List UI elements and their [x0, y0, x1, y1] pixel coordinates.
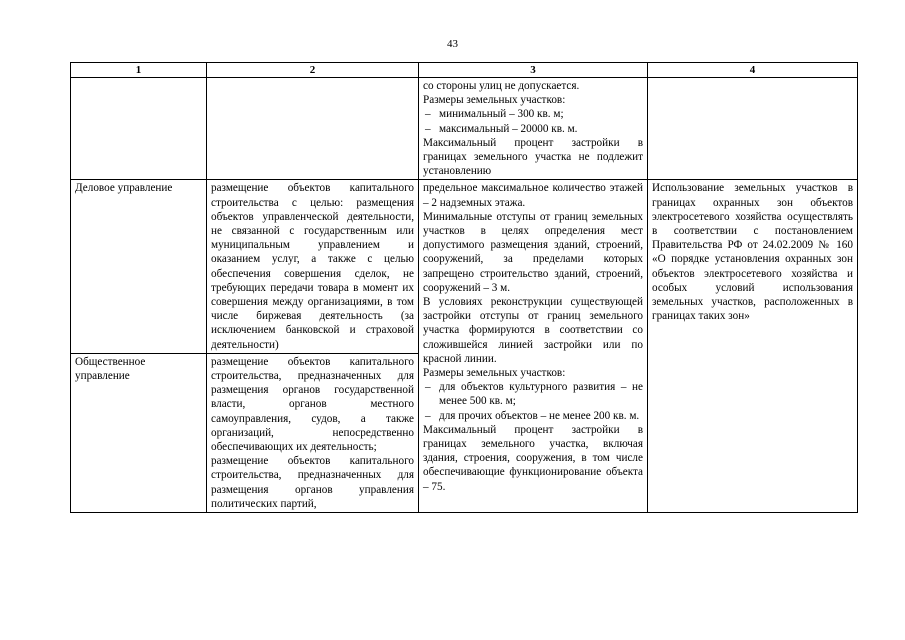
parameters-cell	[419, 180, 648, 513]
size-list	[423, 107, 643, 135]
header-row	[71, 63, 858, 78]
paragraph: Размеры земельных участков:	[423, 367, 566, 380]
paragraph: Размеры земельных участков:	[423, 94, 566, 107]
size-list	[423, 380, 643, 423]
restrictions-cell: Использование земельных участков в границах охранных зон объектов электросетевого хозяйства осуществлять в соответствии с постановлением Правительства РФ от 24.02.2009 № 160 «О порядке установления охранных зон объектов электросетевого хозяйства и особых условий использования земельных участков, расположенных в границах таких зон»	[648, 180, 858, 513]
table-row-business	[71, 180, 858, 353]
list-item: – максимальный – 20000 кв. м.	[423, 122, 643, 136]
paragraph: Максимальный процент застройки в границах земельного участка, включая здания, строения, сооружения, в том числе обеспечивающие функционирование объекта – 75.	[423, 423, 643, 493]
list-item: – для объектов культурного развития – не менее 500 кв. м;	[423, 380, 643, 408]
list-item: – для прочих объектов – не менее 200 кв. м.	[423, 409, 643, 423]
paragraph: предельное максимальное количество этажей – 2 надземных этажа.	[423, 182, 643, 209]
page-number: 43	[447, 38, 458, 50]
zoning-table	[70, 62, 858, 513]
cell-continued-params	[419, 78, 648, 180]
paragraph: Максимальный процент застройки в границах земельного участка не подлежит установлению	[423, 136, 643, 178]
header-cell-3: 3	[419, 63, 648, 78]
cell-empty	[71, 78, 207, 180]
paragraph: размещение объектов капитального строительства, предназначенных для размещения органов государственной власти, органов местного самоуправления, судов, а также организаций, непосредственно обеспечивающих их деятельность;	[211, 355, 414, 454]
use-name-cell: Деловое управление	[71, 180, 207, 353]
use-name-cell: Общественное управление	[71, 353, 207, 512]
cell-empty	[648, 78, 858, 180]
header-cell-1: 1	[71, 63, 207, 78]
header-cell-2: 2	[207, 63, 419, 78]
paragraph: со стороны улиц не допускается.	[423, 80, 580, 92]
cell-empty	[207, 78, 419, 180]
paragraph: Минимальные отступы от границ земельных участков в целях определения мест допустимого размещения зданий, строений, сооружений, за пределами которых запрещено строительство зданий, строений, сооружений – 3 м.	[423, 210, 643, 294]
list-item: – минимальный – 300 кв. м;	[423, 107, 643, 121]
header-cell-4: 4	[648, 63, 858, 78]
use-description-cell	[207, 353, 419, 512]
paragraph: В условиях реконструкции существующей застройки отступы от границ земельного участка формируются в соответствии со сложившейся линией застройки или по красной линии.	[423, 296, 643, 365]
use-description-cell: размещение объектов капитального строительства с целью: размещения объектов управленческой деятельности, не связанной с государственным или муниципальным управлением и оказанием услуг, а также с целью обеспечения совершения сделок, не требующих передачи товара в момент их совершения между организациями, в том числе биржевая деятельность (за исключением банковской и страховой деятельности)	[207, 180, 419, 353]
table-row-continuation	[71, 78, 858, 180]
paragraph: размещение объектов капитального строительства, предназначенных для размещения органов управления политических партий,	[211, 455, 414, 510]
